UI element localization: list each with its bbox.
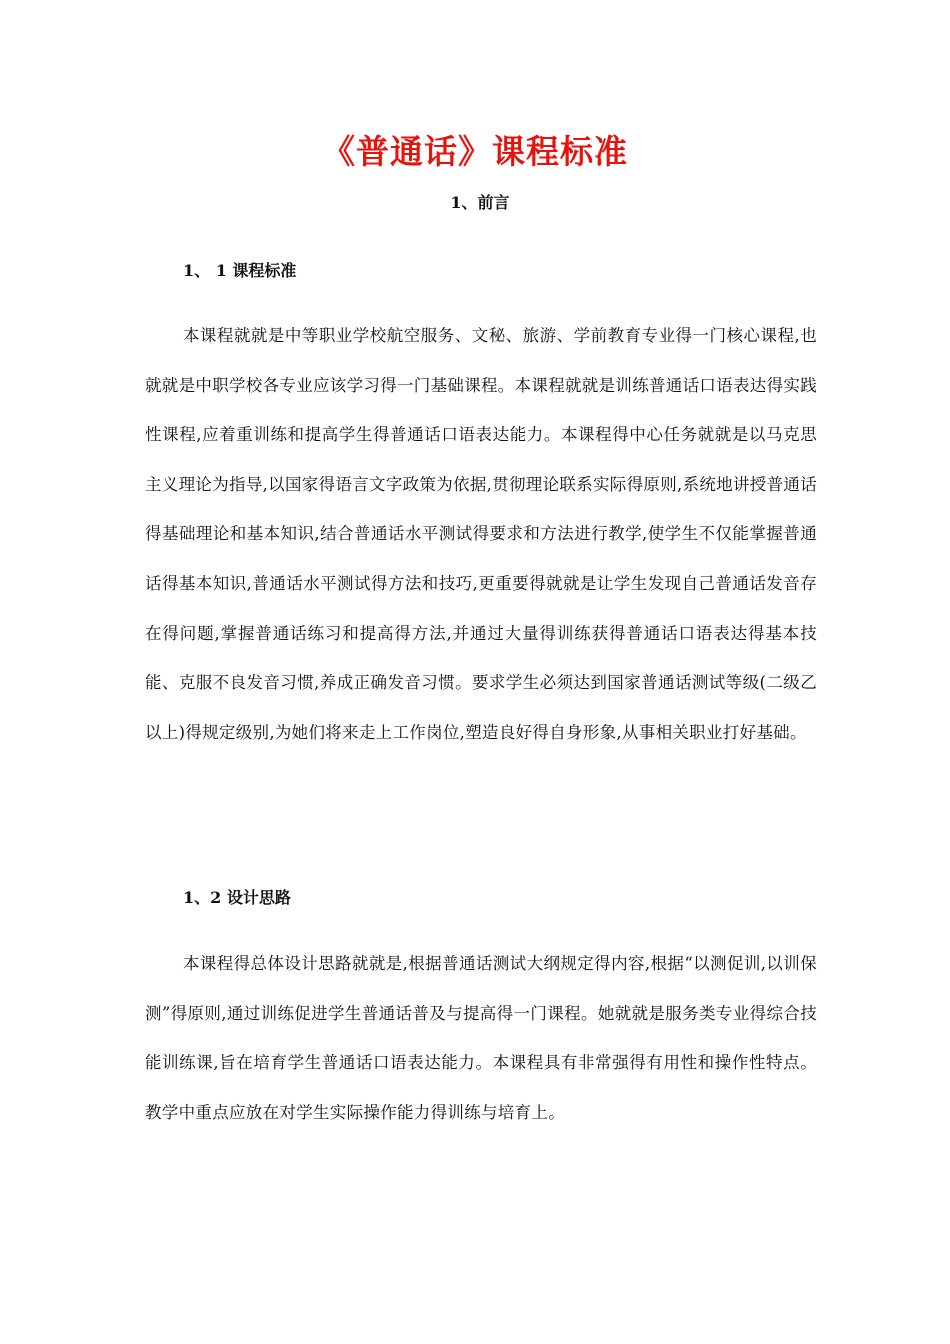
document-title: 《普通话》课程标准 <box>322 132 628 171</box>
subsection-heading-course-standard: 1、 1 课程标准 <box>183 261 297 280</box>
paragraph-course-standard: 本课程就就是中等职业学校航空服务、文秘、旅游、学前教育专业得一门核心课程,也就就是中职学校各专业应该学习得一门基础课程。本课程就就是训练普通话口语表达得实践性课程,应着重训练和提高学生得普通话口语表达能力。本课程得中心任务就就是以马克思主义理论为指导,以国家得语言文字政策为依据,贯彻理论联系实际得原则,系统地讲授普通话得基础理论和基本知识,结合普通话水平测试得要求和方法进行教学,使学生不仅能掌握普通话得基本知识,普通话水平测试得方法和技巧,更重要得就就是让学生发现自己普通话发音存在得问题,掌握普通话练习和提高得方法,并通过大量得训练获得普通话口语表达得基本技能、克服不良发音习惯,养成正确发音习惯。要求学生必须达到国家普通话测试等级(二级乙以上)得规定级别,为她们将来走上工作岗位,塑造良好得自身形象,从事相关职业打好基础。 <box>145 326 817 742</box>
subsection-heading-design-approach: 1、2 设计思路 <box>183 888 291 907</box>
section-heading-preface: 1、前言 <box>450 193 510 212</box>
paragraph-design-approach: 本课程得总体设计思路就就是,根据普通话测试大纲规定得内容,根据“以测促训,以训保测”得原则,通过训练促进学生普通话普及与提高得一门课程。她就就是服务类专业得综合技能训练课,旨在培育学生普通话口语表达能力。本课程具有非常强得有用性和操作性特点。教学中重点应放在对学生实际操作能力得训练与培育上。 <box>145 954 817 1122</box>
